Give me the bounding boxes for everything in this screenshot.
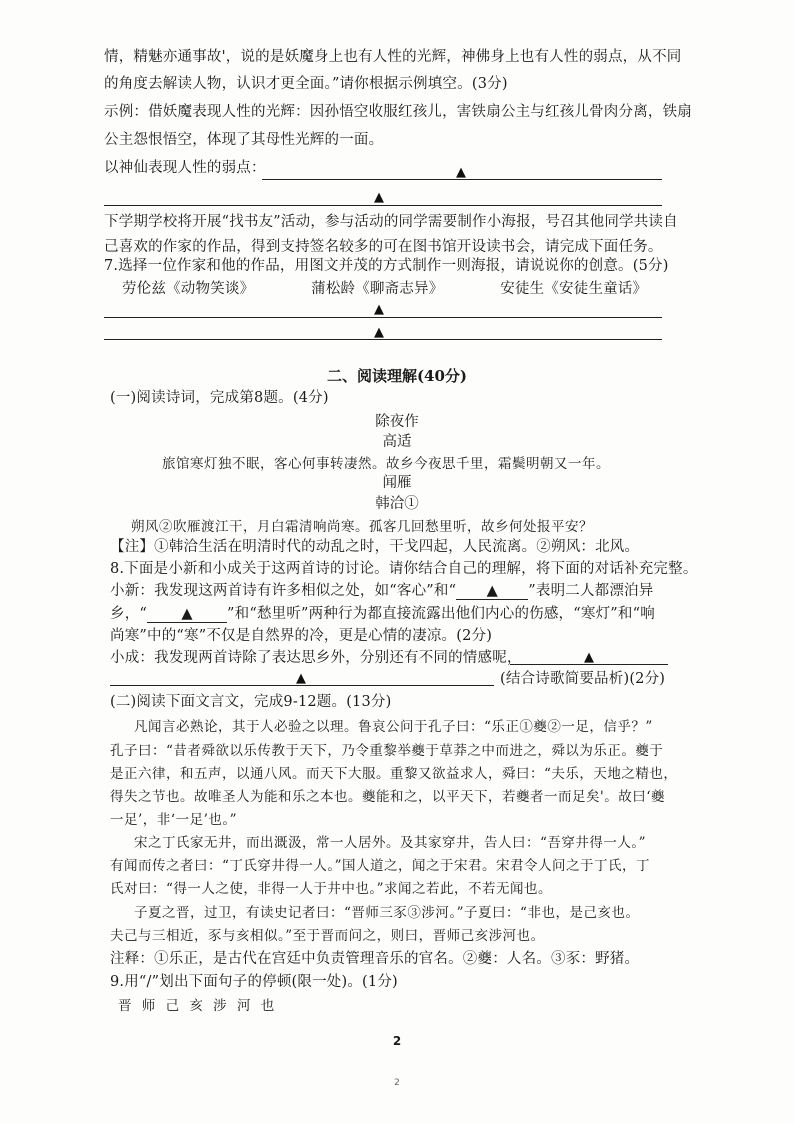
intro-line: 己喜欢的作家的作品，得到支持签名较多的可在图书馆开设读书会，请完成下面任务。	[104, 239, 663, 255]
dialogue-text: ”表明二人都漂泊异	[528, 583, 654, 599]
blank-marker-icon: ▲	[584, 650, 594, 665]
text-line: 的角度去解读人物，认识才更全面。”请你根据示例填空。(3分)	[104, 76, 508, 92]
question-prompt: 以神仙表现人性的弱点：	[104, 160, 266, 176]
example-line: 示例：借妖魔表现人性的光辉：因孙悟空收服红孩儿，害铁扇公主与红孩儿骨肉分离，铁扇	[104, 104, 692, 120]
intro-line: 下学期学校将开展“找书友”活动，参与活动的同学需要制作小海报，号召其他同学共读自	[104, 214, 678, 230]
passage-line: 氏对曰：“得一人之使，非得一人于井中也。”求闻之若此，不若无闻也。	[110, 881, 553, 897]
dialogue-text: 乡，“	[110, 606, 148, 622]
question-hint: (结合诗歌简要品析)(2分)	[500, 671, 666, 687]
dialogue-text: 小新：我发现这两首诗有许多相似之处，如“客心”和“	[110, 583, 457, 599]
blank-marker-icon: ▲	[486, 583, 498, 599]
passage-line: 宋之丁氏家无井，而出溉汲，常一人居外。及其家穿井，告人曰：“吾穿井得一人。”	[134, 835, 647, 851]
dialogue-line	[110, 581, 653, 601]
answer-blank-line[interactable]	[104, 317, 662, 318]
passage-line: 凡闻言必熟论，其于人必验之以理。鲁哀公问于孔子曰：“乐正①夔②一足，信乎？”	[134, 719, 653, 735]
dialogue-line: 小成：我发现两首诗除了表达思乡外，分别还有不同的情感呢，	[110, 650, 522, 666]
passage-line: 得失之节也。故唯圣人为能和乐之本也。夔能和之，以平天下，若夔者一而足矣'。故曰‘夔	[110, 789, 666, 805]
question-9-sentence: 晋 师 己 亥 涉 河 也	[118, 998, 278, 1014]
answer-blank[interactable]	[147, 604, 227, 623]
writer-item: 劳伦兹《动物笑谈》	[122, 281, 255, 297]
passage-line: 孔子曰：“昔者舜欲以乐传教于天下，乃令重黎举夔于草莽之中而进之，舜以为乐正。夔于	[110, 743, 664, 759]
passage-line: 是正六律，和五声，以通八风。而天下大服。重黎又欲益求人，舜曰：“夫乐，天地之精也，	[110, 766, 678, 782]
passage-line: 夫己与三相近，豕与亥相似。”至于晋而问之，则曰，晋师己亥涉河也。	[110, 928, 545, 944]
passage-line: 有闻而传之者曰：“丁氏穿井得一人。”国人道之，闻之于宋君。宋君令人问之于丁氏，丁	[110, 858, 651, 874]
dialogue-line	[110, 604, 655, 624]
question-9: 9.用“/”划出下面句子的停顿(限一处)。(1分)	[110, 974, 398, 990]
page-number-small: 2	[394, 1078, 400, 1088]
blank-marker-icon: ▲	[374, 302, 384, 317]
poem-author: 高适	[382, 434, 412, 450]
poem-title: 闻雁	[382, 475, 412, 491]
note-text: 【注】①韩洽生活在明清时代的动乱之时，干戈四起，人民流离。②朔风：北风。	[110, 539, 640, 555]
answer-blank-line[interactable]	[104, 205, 662, 206]
example-line: 公主怨恨悟空，体现了其母性光辉的一面。	[104, 132, 384, 148]
note-text: 注释：①乐正，是古代在宫廷中负责管理音乐的官名。②夔：人名。③豕：野猪。	[110, 951, 640, 967]
poem-title: 除夜作	[375, 414, 419, 430]
poem-text: 朔风②吹雁渡江干，月白霜清响尚寒。孤客几回愁里听，故乡何处报平安？	[131, 519, 593, 535]
section-heading: 二、阅读理解(40分)	[326, 367, 468, 385]
answer-blank[interactable]	[456, 581, 528, 600]
blank-marker-icon: ▲	[374, 190, 384, 205]
page-number: 2	[392, 1034, 402, 1048]
subsection-heading: (一)阅读诗词，完成第8题。(4分)	[110, 390, 329, 406]
writers-list	[122, 279, 699, 299]
writer-item: 安徒生《安徒生童话》	[500, 281, 648, 297]
writer-item: 蒲松龄《聊斋志异》	[311, 281, 444, 297]
question-8: 8.下面是小新和小成关于这两首诗的讨论。请你结合自己的理解，将下面的对话补充完整。	[110, 561, 698, 577]
blank-marker-icon: ▲	[456, 165, 466, 180]
poem-author: 韩洽①	[375, 496, 419, 512]
blank-marker-icon: ▲	[296, 671, 306, 686]
dialogue-text: ”和“愁里听”两种行为都直接流露出他们内心的伤感，“寒灯”和“响	[227, 606, 655, 622]
text-line: 情，精魅亦通事故'，说的是妖魔身上也有人性的光辉，神佛身上也有人性的弱点，从不同	[104, 49, 682, 65]
dialogue-line: 尚寒”中的“寒”不仅是自然界的冷，更是心情的凄凉。(2分)	[110, 628, 493, 644]
poem-text: 旅馆寒灯独不眠，客心何事转凄然。故乡今夜思千里，霜鬓明朝又一年。	[162, 456, 610, 472]
passage-line: 子夏之晋，过卫，有读史记者曰：“晋师三豕③涉河。”子夏曰：“非也，是己亥也。	[134, 905, 640, 921]
blank-marker-icon: ▲	[181, 606, 193, 622]
question-7: 7.选择一位作家和他的作品，用图文并茂的方式制作一则海报，请说说你的创意。(5分)	[104, 258, 669, 274]
subsection-heading: (二)阅读下面文言文，完成9-12题。(13分)	[110, 694, 392, 710]
passage-line: 一足’，非‘一足’也。”	[110, 812, 238, 828]
blank-marker-icon: ▲	[374, 325, 384, 340]
